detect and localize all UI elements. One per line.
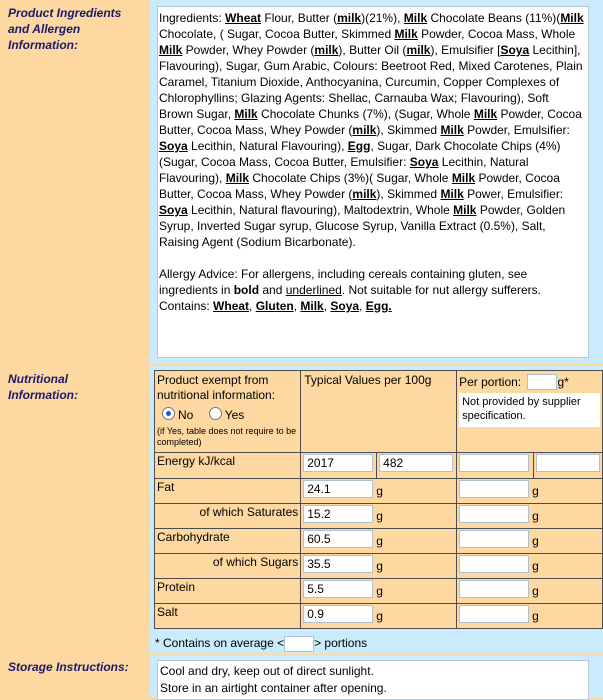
- unit-label: g: [376, 534, 383, 548]
- nutrient-label: Protein: [155, 579, 301, 604]
- allergen-term: Milk: [403, 11, 428, 25]
- ingredients-text: [159, 10, 586, 250]
- nutrient-value-input[interactable]: 60.5: [303, 530, 373, 548]
- per-portion-cell: [457, 371, 603, 453]
- allergen-term: Milk: [394, 27, 418, 41]
- energy-label: Energy kJ/kcal: [155, 453, 301, 479]
- allergen-term: Wheat: [225, 11, 262, 25]
- ingredient-text-fragment: ), Butter Oil (: [338, 43, 407, 57]
- allergen-term: Egg: [347, 139, 371, 153]
- nutrition-section-label: Nutritional Information:: [8, 372, 78, 402]
- unit-label: g: [532, 559, 539, 573]
- nutrient-value-cell: [301, 504, 457, 529]
- nutrient-value-input[interactable]: 5.5: [303, 580, 373, 598]
- portion-kcal-input[interactable]: [536, 454, 600, 472]
- unit-label: g: [532, 584, 539, 598]
- ingredient-text-fragment: Lecithin], Flavouring), Sugar, Gum Arabic, Colours: Beetroot Red, Mixed Carotenes, Plain Caramel, Titanium Dioxide, Anthocyanina, Curcumin, Copper Complexes of Chlorophyllins; Glazing Agents: Shellac, Carnauba Wax; Flavouring), Soft Brown Sugar,: [159, 43, 583, 121]
- unit-label: g: [532, 484, 539, 498]
- energy-kj-cell: [301, 453, 377, 479]
- portion-value-input[interactable]: [459, 580, 529, 598]
- nutrient-value-cell: [301, 479, 457, 504]
- allergen-term: milk: [337, 11, 362, 25]
- nutrient-value-cell: [301, 579, 457, 604]
- ingredient-text-fragment: bold: [233, 283, 260, 297]
- allergen-term: milk: [352, 187, 377, 201]
- ingredient-text-fragment: Lecithin, Natural Flavouring),: [187, 139, 348, 153]
- ingredient-text-fragment: ,: [323, 299, 331, 313]
- allergen-term: milk: [352, 123, 377, 137]
- portion-value-input[interactable]: [459, 555, 529, 573]
- portion-value-input[interactable]: [459, 530, 529, 548]
- allergen-term: Wheat: [213, 299, 250, 313]
- radio-no[interactable]: No: [162, 408, 193, 422]
- ingredient-text-fragment: Powder, Whey Powder (: [182, 43, 315, 57]
- ingredient-text-fragment: Allergy Advice: For allergens, including cereals containing gluten, see ingredients in: [159, 267, 528, 297]
- nutrient-label: Salt: [155, 604, 301, 629]
- nutrient-value-input[interactable]: 0.9: [303, 605, 373, 623]
- allergen-term: Soya: [159, 139, 188, 153]
- ingredient-text-fragment: underlined: [285, 283, 342, 297]
- portions-input[interactable]: [284, 636, 314, 652]
- nutrient-label: of which Saturates: [155, 504, 301, 529]
- not-provided-note: Not provided by supplier specification.: [459, 393, 600, 427]
- per-portion-input[interactable]: [527, 374, 557, 390]
- ingredient-text-fragment: and: [259, 283, 286, 297]
- ingredient-text-fragment: . Not suitable for nut allergy sufferers. Contains:: [159, 283, 542, 313]
- nutrient-value-cell: [301, 604, 457, 629]
- radio-yes[interactable]: Yes: [209, 408, 245, 422]
- nutrition-row: [155, 554, 603, 579]
- ingredient-text-fragment: Powder, Cocoa Butter, Cocoa Mass, Whey Powder (: [159, 107, 582, 137]
- ingredient-text-fragment: Flour, Butter (: [261, 11, 338, 25]
- portions-footnote: * Contains on average < > portions: [155, 636, 368, 650]
- radio-no-button[interactable]: [162, 407, 175, 420]
- allergen-term: Soya: [500, 43, 530, 57]
- nutrition-row: [155, 479, 603, 504]
- allergen-term: milk: [406, 43, 431, 57]
- allergen-term: Milk: [225, 171, 250, 185]
- ingredient-text-fragment: Chocolate Chips (3%)( Sugar, Whole: [249, 171, 452, 185]
- nutrient-label: Carbohydrate: [155, 529, 301, 554]
- exempt-cell: [155, 371, 301, 453]
- ingredient-text-fragment: , Sugar, Dark Chocolate Chips (4%) (Sugar, Cocoa Mass, Cocoa Butter, Emulsifier:: [159, 139, 561, 169]
- allergen-term: Milk: [159, 43, 183, 57]
- allergen-term: Milk: [473, 107, 498, 121]
- unit-label: g: [376, 559, 383, 573]
- nutrient-value-cell: [301, 529, 457, 554]
- nutrition-row: [155, 579, 603, 604]
- allergen-term: Soya: [159, 203, 188, 217]
- ingredients-textarea[interactable]: [157, 6, 589, 358]
- allergen-term: Gluten: [255, 299, 294, 313]
- exempt-label: Product exempt from nutritional information:: [157, 373, 276, 402]
- per-portion-label: Per portion:: [459, 375, 522, 389]
- allergen-term: Milk: [440, 123, 464, 137]
- nutrition-table: [154, 370, 603, 629]
- ingredient-text-fragment: ,: [249, 299, 256, 313]
- nutrition-row: [155, 504, 603, 529]
- ingredient-text-fragment: Chocolate Chunks (7%), (Sugar, Whole: [257, 107, 474, 121]
- storage-textarea[interactable]: [157, 660, 589, 700]
- portion-value-cell: [457, 604, 603, 629]
- exempt-radio-group: [162, 407, 298, 422]
- ingredient-text-fragment: Lecithin, Natural Flavouring),: [159, 155, 529, 185]
- portion-value-input[interactable]: [459, 505, 529, 523]
- ingredient-text-fragment: Powder, Cocoa Mass, Whole: [417, 27, 576, 41]
- nutrient-label: of which Sugars: [155, 554, 301, 579]
- nutrient-value-input[interactable]: 35.5: [303, 555, 373, 573]
- allergy-advice-text: [159, 266, 586, 314]
- portion-value-input[interactable]: [459, 480, 529, 498]
- energy-kj-input[interactable]: 2017: [303, 454, 373, 472]
- typical-values-header: Typical Values per 100g: [301, 371, 457, 453]
- unit-label: g: [532, 509, 539, 523]
- unit-label: g: [376, 509, 383, 523]
- unit-label: g: [376, 609, 383, 623]
- allergen-term: Milk: [300, 299, 324, 313]
- nutrient-value-cell: [301, 554, 457, 579]
- unit-label: g: [532, 534, 539, 548]
- ingredient-text-fragment: ), Skimmed: [376, 123, 441, 137]
- nutrient-value-input[interactable]: 24.1: [303, 480, 373, 498]
- ingredient-text-fragment: Powder, Golden Syrup, Inverted Sugar syrup, Glucose Syrup, Vanilla Extract (0.5%), Salt, Raising Agent (Sodium Bicarbonate).: [159, 203, 566, 249]
- energy-kcal-input[interactable]: 482: [379, 454, 453, 472]
- ingredient-text-fragment: ), Skimmed: [376, 187, 441, 201]
- unit-label: g: [376, 584, 383, 598]
- ingredient-text-fragment: )(21%),: [361, 11, 404, 25]
- ingredient-text-fragment: ), Emulsifier [: [430, 43, 501, 57]
- portion-value-cell: [457, 479, 603, 504]
- portion-value-cell: [457, 579, 603, 604]
- nutrition-row: [155, 529, 603, 554]
- nutrition-row: [155, 604, 603, 629]
- storage-line-2: Store in an airtight container after opening.: [160, 681, 387, 695]
- allergen-term: Milk: [560, 11, 584, 25]
- allergen-term: Milk: [453, 203, 477, 217]
- exempt-note: (if Yes, table does not require to be completed): [157, 426, 297, 447]
- storage-line-1: Cool and dry, keep out of direct sunlight.: [160, 664, 374, 678]
- ingredient-text-fragment: Chocolate Beans (11%)(: [427, 11, 561, 25]
- unit-label: g: [376, 484, 383, 498]
- portion-value-cell: [457, 554, 603, 579]
- portion-kj-input[interactable]: [459, 454, 529, 472]
- ingredient-text-fragment: Ingredients:: [159, 11, 226, 25]
- nutrient-label: Fat: [155, 479, 301, 504]
- allergen-term: Egg.: [365, 299, 392, 313]
- allergen-term: Soya: [409, 155, 439, 169]
- storage-section-label: Storage Instructions:: [8, 660, 129, 674]
- ingredient-text-fragment: Power, Emulsifier:: [463, 187, 564, 201]
- ingredient-text-fragment: Chocolate, ( Sugar, Cocoa Butter, Skimmed: [159, 27, 395, 41]
- portion-value-input[interactable]: [459, 605, 529, 623]
- ingredient-text-fragment: Powder, Emulsifier:: [463, 123, 570, 137]
- ingredients-section-label: Product Ingredients and Allergen Information:: [8, 6, 122, 52]
- ingredient-text-fragment: ,: [359, 299, 366, 313]
- energy-kcal-cell: [377, 453, 457, 479]
- portion-value-cell: [457, 529, 603, 554]
- ingredient-text-fragment: Powder, Cocoa Butter, Cocoa Mass, Whey Powder (: [159, 171, 560, 201]
- unit-label: g: [532, 609, 539, 623]
- allergen-term: Milk: [451, 171, 476, 185]
- ingredient-text-fragment: Lecithin, Natural flavouring), Maltodextrin, Whole: [187, 203, 454, 217]
- per-portion-unit: g*: [557, 375, 569, 389]
- radio-yes-button[interactable]: [209, 407, 222, 420]
- portion-kcal-cell: [533, 453, 602, 479]
- allergen-term: Milk: [440, 187, 464, 201]
- portion-value-cell: [457, 504, 603, 529]
- nutrient-value-input[interactable]: 15.2: [303, 505, 373, 523]
- allergen-term: Soya: [330, 299, 360, 313]
- portion-kj-cell: [457, 453, 534, 479]
- allergen-term: milk: [314, 43, 339, 57]
- allergen-term: Milk: [234, 107, 258, 121]
- ingredient-text-fragment: ,: [293, 299, 301, 313]
